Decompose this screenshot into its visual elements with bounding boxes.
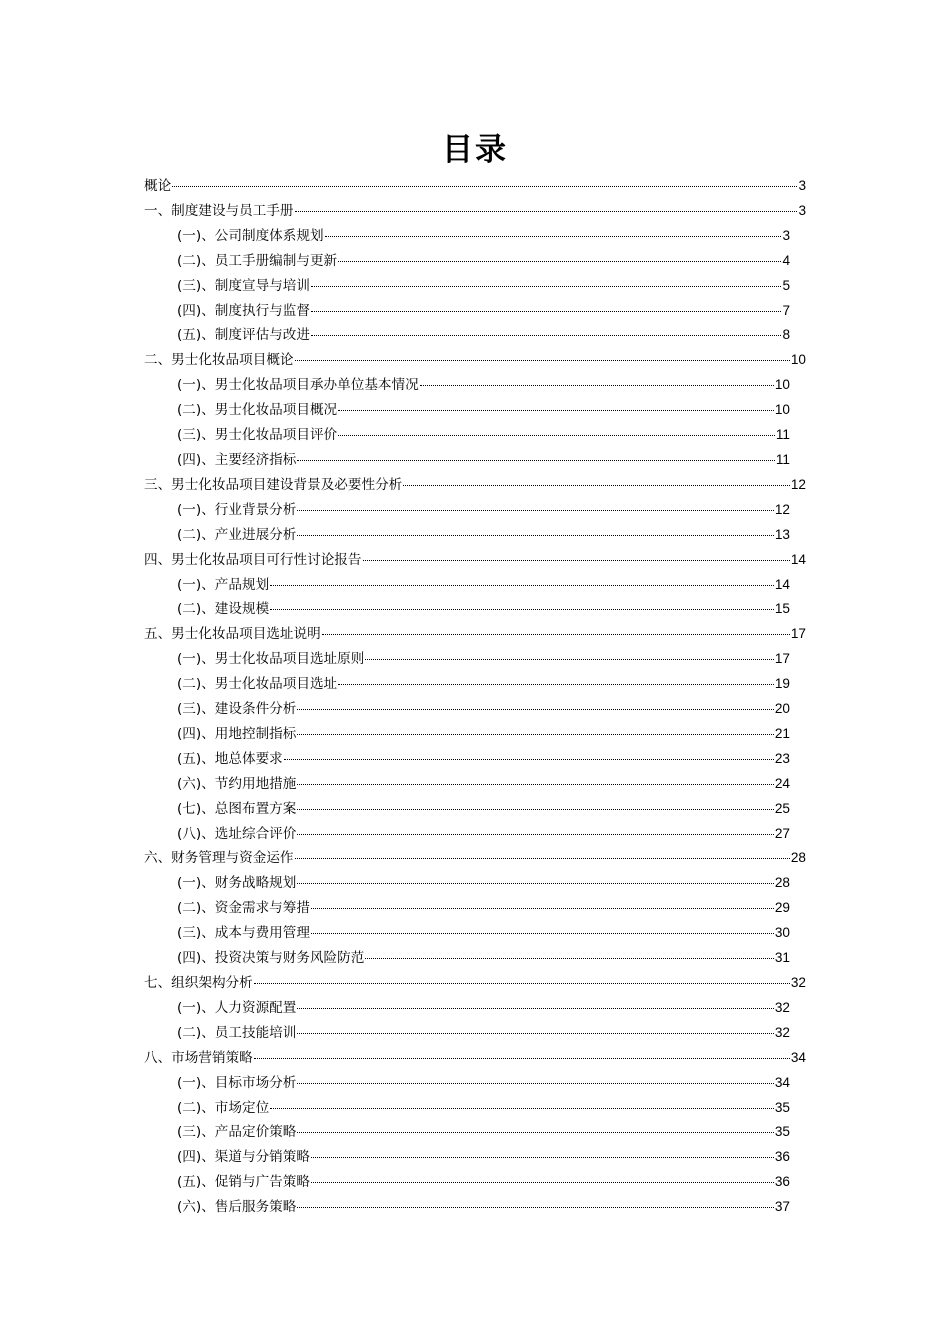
toc-page-number: 19 (774, 676, 790, 692)
toc-page-number: 36 (774, 1149, 790, 1165)
toc-page-number: 8 (782, 327, 790, 343)
toc-dot-leader (295, 359, 790, 361)
toc-entry-label: (六)、售后服务策略 (177, 1199, 297, 1216)
toc-dot-leader (311, 1156, 774, 1158)
toc-page-number: 29 (774, 900, 790, 916)
toc-subsection-entry[interactable] (144, 373, 806, 398)
toc-dot-leader (297, 1206, 774, 1208)
toc-subsection-entry[interactable] (144, 224, 806, 249)
toc-entry-label: (一)、男士化妆品项目承办单位基本情况 (177, 377, 419, 394)
toc-entry-label: (一)、目标市场分析 (177, 1074, 297, 1091)
toc-section-entry[interactable] (144, 622, 806, 647)
toc-dot-leader (297, 1131, 774, 1133)
toc-entry-label: (二)、男士化妆品项目概况 (177, 402, 338, 419)
toc-page-number: 3 (798, 202, 806, 218)
toc-dot-leader (363, 559, 790, 561)
toc-dot-leader (254, 982, 790, 984)
toc-subsection-entry[interactable] (144, 722, 806, 747)
toc-entry-label: (三)、成本与费用管理 (177, 925, 310, 942)
toc-entry-label: 概论 (144, 178, 172, 194)
toc-subsection-entry[interactable] (144, 822, 806, 847)
toc-subsection-entry[interactable] (144, 946, 806, 971)
toc-subsection-entry[interactable] (144, 1021, 806, 1046)
toc-entry-label: (五)、促销与广告策略 (177, 1174, 310, 1191)
toc-page-number: 4 (782, 252, 790, 268)
toc-subsection-entry[interactable] (144, 1096, 806, 1121)
toc-page-number: 3 (782, 227, 790, 243)
toc-entry-label: (三)、建设条件分析 (177, 701, 297, 718)
toc-dot-leader (338, 434, 775, 436)
toc-page-number: 27 (774, 825, 790, 841)
toc-subsection-entry[interactable] (144, 398, 806, 423)
page-title: 目录 (442, 132, 508, 168)
toc-page-number: 28 (774, 875, 790, 891)
toc-subsection-entry[interactable] (144, 323, 806, 348)
toc-entry-label: (四)、制度执行与监督 (177, 302, 310, 319)
toc-subsection-entry[interactable] (144, 498, 806, 523)
toc-dot-leader (172, 185, 797, 187)
toc-dot-leader (297, 783, 774, 785)
toc-entry-label: (三)、产品定价策略 (177, 1124, 297, 1141)
toc-page-number: 15 (774, 601, 790, 617)
toc-entry-label: 七、组织架构分析 (144, 975, 253, 991)
toc-section-entry[interactable] (144, 348, 806, 373)
toc-dot-leader (297, 882, 774, 884)
toc-subsection-entry[interactable] (144, 1195, 806, 1220)
toc-dot-leader (311, 310, 781, 312)
toc-entry-label: (二)、员工技能培训 (177, 1024, 297, 1041)
toc-dot-leader (311, 1181, 774, 1183)
toc-dot-leader (420, 384, 774, 386)
toc-entry-label: (二)、员工手册编制与更新 (177, 252, 338, 269)
toc-dot-leader (284, 758, 774, 760)
toc-page-number: 14 (774, 576, 790, 592)
toc-section-entry[interactable] (144, 1046, 806, 1071)
toc-dot-leader (295, 857, 790, 859)
toc-entry-label: (二)、市场定位 (177, 1099, 270, 1116)
toc-dot-leader (338, 260, 781, 262)
toc-page-number: 37 (774, 1199, 790, 1215)
toc-section-entry[interactable] (144, 971, 806, 996)
toc-dot-leader (325, 235, 782, 237)
toc-page-number: 7 (782, 302, 790, 318)
toc-page-number: 3 (798, 178, 806, 193)
toc-entry-label: (六)、节约用地措施 (177, 775, 297, 792)
toc-page-number: 35 (774, 1099, 790, 1115)
toc-page-number: 17 (774, 651, 790, 667)
toc-subsection-entry[interactable] (144, 573, 806, 598)
toc-entry-label: (三)、男士化妆品项目评价 (177, 427, 338, 444)
toc-page-number: 10 (774, 402, 790, 418)
toc-dot-leader (297, 808, 774, 810)
toc-page-number: 31 (774, 950, 790, 966)
toc-section-entry[interactable] (144, 174, 806, 199)
toc-subsection-entry[interactable] (144, 597, 806, 622)
toc-entry-label: 五、男士化妆品项目选址说明 (144, 626, 321, 643)
toc-entry-label: 六、财务管理与资金运作 (144, 850, 294, 867)
toc-page-number: 10 (790, 352, 806, 368)
toc-dot-leader (270, 608, 774, 610)
toc-subsection-entry[interactable] (144, 249, 806, 274)
toc-page-number: 11 (775, 451, 790, 467)
toc-entry-label: (四)、用地控制指标 (177, 725, 297, 742)
toc-dot-leader (270, 584, 774, 586)
toc-entry-label: (四)、主要经济指标 (177, 451, 297, 468)
toc-dot-leader (297, 1082, 774, 1084)
toc-entry-label: (二)、男士化妆品项目选址 (177, 676, 338, 693)
toc-entry-label: (四)、投资决策与财务风险防范 (177, 950, 365, 967)
toc-subsection-entry[interactable] (144, 921, 806, 946)
toc-page-number: 28 (790, 850, 806, 866)
toc-subsection-entry[interactable] (144, 896, 806, 921)
toc-entry-label: (一)、财务战略规划 (177, 875, 297, 892)
toc-dot-leader (311, 932, 774, 934)
toc-section-entry[interactable] (144, 199, 806, 224)
toc-page-number: 24 (774, 775, 790, 791)
toc-dot-leader (297, 708, 774, 710)
toc-entry-label: (八)、选址综合评价 (177, 825, 297, 842)
toc-dot-leader (338, 409, 774, 411)
toc-subsection-entry[interactable] (144, 772, 806, 797)
toc-entry-label: (五)、地总体要求 (177, 750, 283, 767)
toc-dot-leader (322, 633, 790, 635)
toc-page-number: 17 (790, 626, 806, 642)
toc-dot-leader (297, 833, 774, 835)
toc-page-number: 11 (775, 427, 790, 443)
toc-section-entry[interactable] (144, 548, 806, 573)
toc-subsection-entry[interactable] (144, 448, 806, 473)
table-of-contents (144, 174, 806, 1220)
toc-dot-leader (311, 285, 781, 287)
toc-page-number: 35 (774, 1124, 790, 1140)
toc-page-number: 10 (774, 377, 790, 393)
toc-dot-leader (297, 534, 774, 536)
toc-page-number: 34 (790, 1049, 806, 1065)
toc-page-number: 12 (774, 501, 790, 517)
toc-page-number: 20 (774, 701, 790, 717)
toc-entry-label: 一、制度建设与员工手册 (144, 202, 294, 219)
toc-subsection-entry[interactable] (144, 996, 806, 1021)
toc-dot-leader (297, 1032, 774, 1034)
toc-subsection-entry[interactable] (144, 1170, 806, 1195)
toc-dot-leader (403, 484, 790, 486)
toc-page-number: 32 (790, 975, 806, 990)
toc-entry-label: 八、市场营销策略 (144, 1049, 253, 1066)
toc-page-number: 5 (782, 277, 790, 293)
toc-entry-label: (一)、公司制度体系规划 (177, 227, 324, 244)
toc-page-number: 23 (774, 750, 790, 766)
toc-page-number: 32 (774, 999, 790, 1015)
toc-subsection-entry[interactable] (144, 1145, 806, 1170)
toc-page-number: 30 (774, 925, 790, 941)
toc-entry-label: (二)、建设规模 (177, 601, 270, 618)
toc-subsection-entry[interactable] (144, 747, 806, 772)
toc-dot-leader (311, 907, 774, 909)
toc-entry-label: (二)、资金需求与筹措 (177, 900, 310, 917)
toc-entry-label: (一)、行业背景分析 (177, 501, 297, 518)
toc-dot-leader (297, 459, 775, 461)
toc-entry-label: 四、男士化妆品项目可行性讨论报告 (144, 551, 362, 568)
toc-entry-label: 二、男士化妆品项目概论 (144, 352, 294, 369)
toc-page-number: 36 (774, 1174, 790, 1190)
toc-entry-label: (五)、制度评估与改进 (177, 327, 310, 344)
toc-entry-label: (一)、产品规划 (177, 576, 270, 593)
toc-dot-leader (297, 1007, 774, 1009)
toc-dot-leader (270, 1107, 774, 1109)
toc-entry-label: (三)、制度宣导与培训 (177, 277, 310, 294)
toc-dot-leader (338, 683, 774, 685)
toc-subsection-entry[interactable] (144, 423, 806, 448)
toc-entry-label: (二)、产业进展分析 (177, 526, 297, 543)
toc-subsection-entry[interactable] (144, 274, 806, 299)
toc-entry-label: (一)、男士化妆品项目选址原则 (177, 651, 365, 668)
toc-entry-label: 三、男士化妆品项目建设背景及必要性分析 (144, 476, 403, 493)
toc-subsection-entry[interactable] (144, 797, 806, 822)
toc-page-number: 32 (774, 1024, 790, 1040)
toc-page-number: 21 (774, 725, 790, 741)
toc-dot-leader (297, 509, 774, 511)
toc-dot-leader (311, 334, 781, 336)
toc-dot-leader (297, 733, 774, 735)
toc-entry-label: (四)、渠道与分销策略 (177, 1149, 310, 1166)
toc-dot-leader (295, 210, 798, 212)
toc-dot-leader (365, 658, 774, 660)
toc-page-number: 34 (774, 1074, 790, 1090)
toc-page-number: 14 (790, 551, 806, 567)
toc-subsection-entry[interactable] (144, 523, 806, 548)
toc-section-entry[interactable] (144, 846, 806, 871)
toc-dot-leader (254, 1057, 790, 1059)
toc-subsection-entry[interactable] (144, 1071, 806, 1096)
toc-entry-label: (七)、总图布置方案 (177, 800, 297, 817)
toc-entry-label: (一)、人力资源配置 (177, 999, 297, 1016)
toc-page-number: 25 (774, 800, 790, 816)
toc-section-entry[interactable] (144, 473, 806, 498)
toc-page-number: 12 (790, 476, 806, 492)
toc-subsection-entry[interactable] (144, 647, 806, 672)
toc-dot-leader (365, 957, 774, 959)
toc-subsection-entry[interactable] (144, 871, 806, 896)
toc-subsection-entry[interactable] (144, 672, 806, 697)
toc-subsection-entry[interactable] (144, 299, 806, 324)
toc-subsection-entry[interactable] (144, 1120, 806, 1145)
toc-page-number: 13 (774, 526, 790, 542)
toc-subsection-entry[interactable] (144, 697, 806, 722)
